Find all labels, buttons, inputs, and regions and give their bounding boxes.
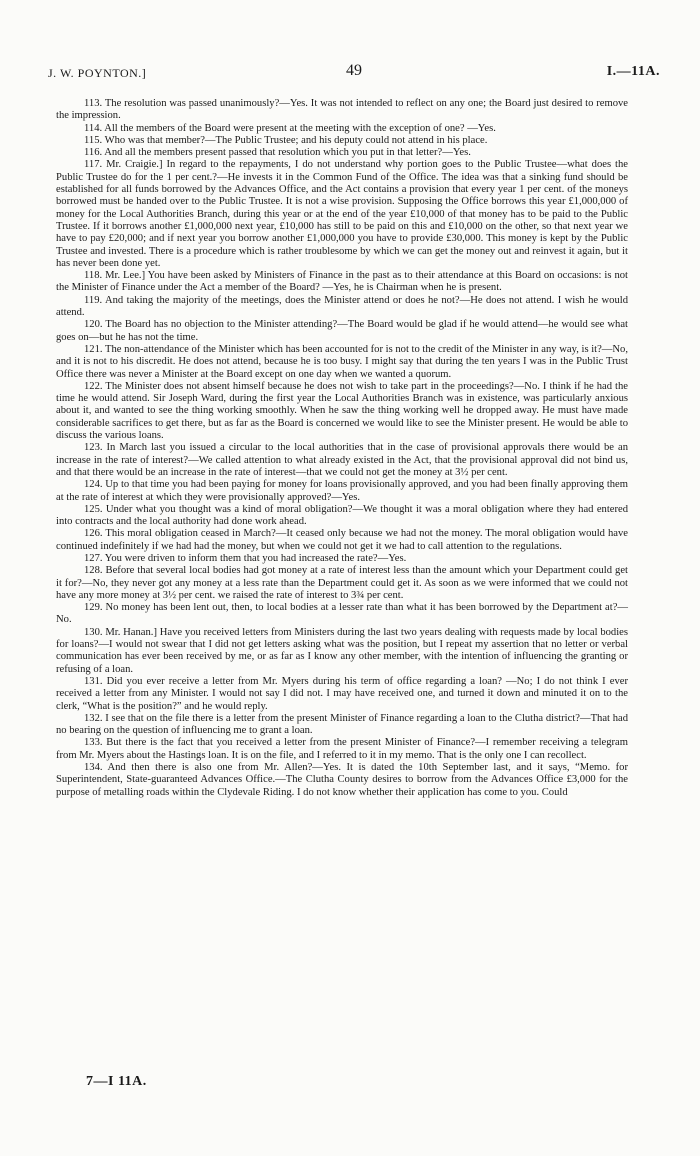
paragraph-127: 127. You were driven to inform them that you had increased the rate?—Yes.	[84, 552, 407, 564]
paragraph-128: 128. Before that several local bodies had got money at a rate of interest less than the amount which your Department could get it for?—No, they never got any money at a less rate than the Department could get it. As soon as we were informed that we could not have any more money at 3½ per cent. we raised the rate of interest to 3¾ per cent.	[56, 565, 628, 601]
paragraph-132: 132. I see that on the file there is a letter from the present Minister of Finance regarding a loan to the Clutha district?—That had no bearing on the question of influencing me to grant a loan.	[56, 712, 628, 737]
paragraph-133: 133. But there is the fact that you received a letter from the present Minister of Finance?—I remember receiving a telegram from Mr. Myers about the Hastings loan. It is on the file, and I referred to it in my memo. That is the only one I can recollect.	[56, 737, 628, 761]
paragraph-122: 122. The Minister does not absent himself because he does not wish to take part in the proceedings?—No. I think if he had the time he would attend. Sir Joseph Ward, during the first year the Local Authorities Branch was in existence, was particularly anxious about it, and wanted to see the thing working smoothly. When he saw the thing working well he dropped away. He must have made considerable sacrifices to get there, but as far as the Board is concerned we would like to see the Minister present. He would be able to discuss the various loans.	[56, 380, 628, 442]
testimony-body	[56, 98, 628, 799]
paragraph-131: 131. Did you ever receive a letter from Mr. Myers during his term of office regarding a loan? —No; I do not think I ever received a letter from any Minister. I would not say I did not. I may have received one, and turned it down and minuted it on to the clerk, “What is the position?” and he would reply.	[56, 675, 628, 712]
signature-mark: 7—I 11A.	[86, 1074, 147, 1089]
paragraph-125: 125. Under what you thought was a kind of moral obligation?—We thought it was a moral obligation where they had entered into contracts and the local authority had done work ahead.	[56, 503, 628, 528]
paragraph-118: 118. Mr. Lee.] You have been asked by Ministers of Finance in the past as to their attendance at this Board on occasions: is not the Minister of Finance under the Act a member of the Board? —Yes, he is Chairman when he is present.	[56, 270, 628, 294]
paragraph-126: 126. This moral obligation ceased in March?—It ceased only because we had not the money. The moral obligation would have continued indefinitely if we had had the money, but when we could not get it we had to call attention to the regulations.	[56, 528, 628, 552]
paragraph-115: 115. Who was that member?—The Public Trustee; and his deputy could not attend in his place.	[84, 134, 488, 146]
paragraph-124: 124. Up to that time you had been paying for money for loans provisionally approved, and you had been finally approving them at the rate of interest at which they were provisionally approved?—Yes.	[56, 479, 628, 503]
paragraph-120: 120. The Board has no objection to the Minister attending?—The Board would be glad if he would attend—he would see what goes on—but he has not the time.	[56, 319, 628, 343]
paragraph-134: 134. And then there is also one from Mr. Allen?—Yes. It is dated the 10th September last, and it says, “Memo. for Superintendent, State-guaranteed Advances Office.—The Clutha County desires to borrow from the Advances Office £3,000 for the purpose of metalling roads within the Clydevale Riding. I do not know whether their application has come to you. Could	[56, 762, 628, 798]
paragraph-114: 114. All the members of the Board were present at the meeting with the exception of one? —Yes.	[84, 122, 496, 134]
witness-name: J. W. POYNTON.]	[48, 66, 147, 80]
paragraph-123: 123. In March last you issued a circular to the local authorities that in the case of provisional approvals there would be an increase in the rate of interest?—We called attention to what already existed in the Act, that the provisional approval did not bind us, and that there would be an increase in the rate of interest—that we could not get the money at 3½ per cent.	[56, 442, 628, 478]
paragraph-119: 119. And taking the majority of the meetings, does the Minister attend or does he not?—He does not attend. I wish he would attend.	[56, 294, 628, 319]
paragraph-121: 121. The non-attendance of the Minister which has been accounted for is not to the credit of the Minister in any way, is it?—No, and it is not to his discredit. He does not attend, because he is too busy. I might say that during the ten years I was in the Public Trust Office there was never a Minister at the Board except on one day when we wanted a quorum.	[56, 343, 628, 380]
paragraph-117: 117. Mr. Craigie.] In regard to the repayments, I do not understand why portion goes to the Public Trustee—what does the Public Trustee do for the 1 per cent.?—He invests it in the Common Fund of the Office. The idea was that a sinking fund should be established for all funds borrowed by the Advances Office, and the Act contains a provision that every year 1 per cent. of the moneys borrowed must be handed over to the Public Trustee. It is not a wise provision. Supposing the Office borrows this year £1,000,000 of money for the Local Authorities Branch, during this year or at the end of the year £10,000 of that money has to be paid to the Public Trustee. If it borrows another £1,000,000 next year, £10,000 has still to be paid on this and £10,000 on the other, so that next year we have to pay £20,000; and if next year you borrow another £1,000,000 you have to provide £30,000. This money is kept by the Public Trustee and invested. There is a procedure which is rather troublesome by which we can get the money out and reinvest it again, but it has never been done yet.	[56, 159, 628, 269]
page-number: 49	[346, 62, 362, 79]
paragraph-130: 130. Mr. Hanan.] Have you received letters from Ministers during the last two years dealing with requests made by local bodies for loans?—I would not swear that I did not get letters asking what was the position, but I repeat my assertion that no letter or verbal communication has ever been received by me, or as far as I know any other member, with the intention of influencing the granting or refusing of a loan.	[56, 626, 628, 675]
document-reference: I.—11A.	[606, 64, 660, 79]
paragraph-116: 116. And all the members present passed that resolution which you put in that letter?—Yes.	[84, 147, 471, 159]
page-header	[48, 62, 660, 84]
paragraph-113: 113. The resolution was passed unanimously?—Yes. It was not intended to reflect on any one; the Board just desired to remove the impression.	[56, 98, 628, 122]
paragraph-129: 129. No money has been lent out, then, to local bodies at a lesser rate than what it has been borrowed by the Department at?—No.	[56, 602, 628, 626]
